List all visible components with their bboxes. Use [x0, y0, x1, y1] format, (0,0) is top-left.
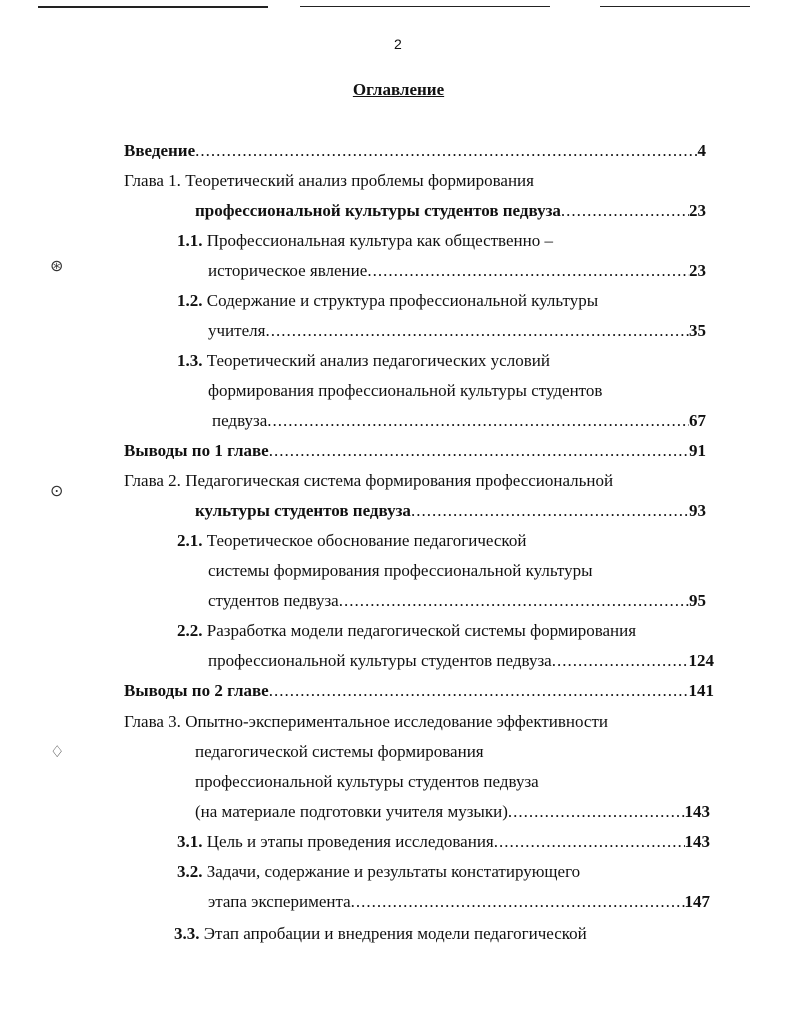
section-title-cont: учителя: [208, 321, 266, 340]
toc-section-1-3-cont2[interactable]: [212, 410, 706, 432]
toc-chapter-1[interactable]: [124, 170, 534, 192]
toc-label: Выводы по 1 главе: [124, 441, 269, 460]
scan-edge-line: [600, 6, 750, 7]
toc-section-2-1-cont2[interactable]: [208, 590, 706, 612]
chapter-number: Глава 2.: [124, 471, 181, 490]
toc-section-2-1-cont: [208, 560, 593, 582]
toc-section-3-2[interactable]: [177, 861, 580, 883]
toc-conclusions-1[interactable]: [124, 440, 706, 462]
binding-hole-icon: ⊙: [50, 481, 64, 500]
toc-page: 23: [689, 261, 706, 280]
toc-page: 67: [689, 411, 706, 430]
leader-dots: [411, 500, 689, 522]
toc-chapter-3-cont: [195, 741, 484, 763]
toc-entry-intro[interactable]: [124, 140, 706, 162]
chapter-title-cont: (на материале подготовки учителя музыки): [195, 802, 508, 821]
toc-section-1-2[interactable]: [177, 290, 598, 312]
toc-page: 4: [697, 141, 706, 160]
section-title-cont: этапа эксперимента: [208, 892, 351, 911]
leader-dots: [269, 440, 689, 462]
chapter-title: Педагогическая система формирования профессиональной: [185, 471, 614, 490]
leader-dots: [195, 140, 697, 162]
toc-page: 95: [689, 591, 706, 610]
section-title: Содержание и структура профессиональной культуры: [206, 291, 599, 310]
section-title-cont: профессиональной культуры студентов педвуза: [208, 651, 552, 670]
section-title: Разработка модели педагогической системы формирования: [206, 621, 637, 640]
toc-section-3-2-cont[interactable]: [208, 891, 710, 913]
binding-hole-icon: ⊛: [50, 256, 64, 275]
leader-dots: [267, 410, 689, 432]
section-title: Теоретическое обоснование педагогической: [206, 531, 527, 550]
section-number: 2.1.: [177, 531, 203, 550]
scan-edge-line: [300, 6, 550, 7]
toc-section-1-3[interactable]: [177, 350, 550, 372]
leader-dots: [508, 801, 685, 823]
section-title-text: Цель и этапы проведения исследования: [206, 832, 494, 851]
chapter-title-cont: профессиональной культуры студентов педвуза: [195, 201, 561, 220]
chapter-title-cont: культуры студентов педвуза: [195, 501, 411, 520]
binding-hole-icon: ♢: [50, 742, 65, 761]
toc-conclusions-2[interactable]: [124, 680, 714, 702]
toc-page: 93: [689, 501, 706, 520]
toc-section-2-2-cont[interactable]: [208, 650, 714, 672]
leader-dots: [367, 260, 689, 282]
leader-dots: [494, 831, 685, 853]
section-title: Теоретический анализ педагогических условий: [206, 351, 550, 370]
section-number: 1.2.: [177, 291, 203, 310]
leader-dots: [269, 680, 689, 702]
toc-page: 147: [684, 892, 710, 911]
chapter-number: Глава 3.: [124, 712, 181, 731]
toc-chapter-2-cont[interactable]: [195, 500, 706, 522]
section-title: Этап апробации и внедрения модели педагогической: [203, 924, 587, 943]
toc-section-1-3-cont: [208, 380, 602, 402]
leader-dots: [339, 590, 689, 612]
toc-chapter-3-cont2: [195, 771, 539, 793]
page-number: 2: [394, 36, 402, 52]
section-title-cont: педвуза: [212, 411, 268, 430]
toc-section-3-3[interactable]: [174, 923, 587, 945]
section-number: 1.1.: [177, 231, 203, 250]
section-number: 1.3.: [177, 351, 203, 370]
toc-page: 124: [688, 651, 714, 670]
section-title: Профессиональная культура как общественно –: [206, 231, 553, 250]
toc-page: 143: [684, 802, 710, 821]
toc-page: 23: [689, 201, 706, 220]
section-number: 3.1.: [177, 832, 203, 851]
chapter-title: Опытно-экспериментальное исследование эффективности: [185, 712, 608, 731]
page-title: Оглавление: [352, 80, 445, 99]
toc-page: 91: [689, 441, 706, 460]
toc-label: Выводы по 2 главе: [124, 681, 269, 700]
chapter-title: Теоретический анализ проблемы формирования: [185, 171, 534, 190]
section-title: Задачи, содержание и результаты констатирующего: [206, 862, 581, 881]
section-number: 3.3.: [174, 924, 200, 943]
toc-chapter-1-cont[interactable]: [195, 200, 706, 222]
toc-chapter-3[interactable]: [124, 711, 608, 733]
section-title-cont: системы формирования профессиональной культуры: [208, 561, 593, 580]
section-title: [177, 831, 494, 853]
toc-page: 141: [688, 681, 714, 700]
toc-section-1-1[interactable]: [177, 230, 553, 252]
toc-section-3-1[interactable]: [177, 831, 710, 853]
section-number: 2.2.: [177, 621, 203, 640]
toc-section-1-2-cont[interactable]: [208, 320, 706, 342]
section-number: 3.2.: [177, 862, 203, 881]
section-title-cont: историческое явление: [208, 261, 368, 280]
chapter-title-cont: педагогической системы формирования: [195, 742, 484, 761]
chapter-number: Глава 1.: [124, 171, 181, 190]
section-title-cont: студентов педвуза: [208, 591, 339, 610]
toc-page: 143: [684, 832, 710, 851]
section-title-cont: формирования профессиональной культуры студентов: [208, 381, 603, 400]
chapter-title-cont: профессиональной культуры студентов педвуза: [195, 772, 539, 791]
toc-section-2-2[interactable]: [177, 620, 636, 642]
leader-dots: [265, 320, 689, 342]
toc-section-2-1[interactable]: [177, 530, 526, 552]
toc-label: Введение: [124, 141, 196, 160]
toc-chapter-3-cont3[interactable]: [195, 801, 710, 823]
leader-dots: [351, 891, 685, 913]
leader-dots: [561, 200, 689, 222]
toc-page: 35: [689, 321, 706, 340]
scan-edge-line: [38, 6, 268, 8]
toc-chapter-2[interactable]: [124, 470, 613, 492]
toc-section-1-1-cont[interactable]: [208, 260, 706, 282]
leader-dots: [552, 650, 689, 672]
